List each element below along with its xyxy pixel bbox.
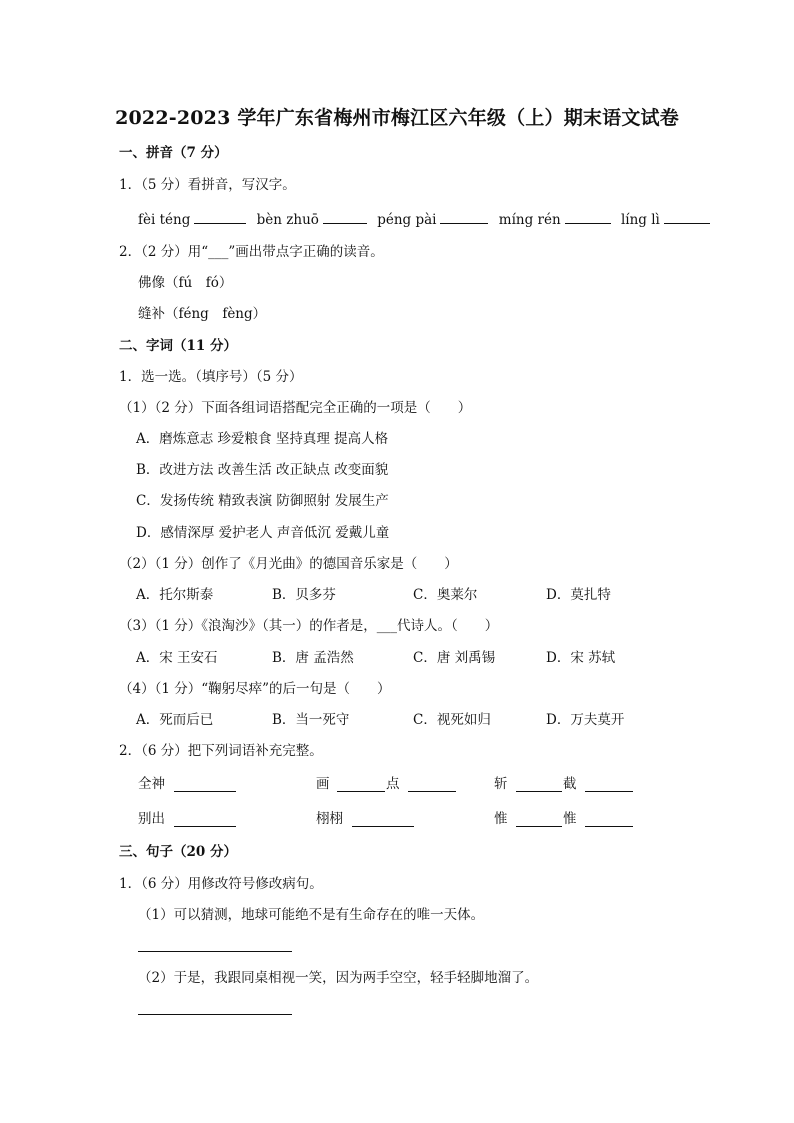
question-3-1: 1．（6 分）用修改符号修改病句。 [119,876,323,892]
option-a[interactable]: A．磨炼意志 珍爱粮食 坚持真理 提高人格 [136,431,389,447]
answer-blank[interactable] [174,778,236,792]
pinyin-item: líng lì [620,212,660,228]
pinyin-row [138,210,710,229]
option-b[interactable]: B．唐 孟浩然 [272,650,354,666]
option-b[interactable]: B．贝多芬 [272,587,336,603]
answer-blank[interactable] [585,813,633,827]
reading-choice: 佛像（fú fó） [138,275,233,291]
answer-blank[interactable] [516,778,562,792]
idiom-char: 惟 [563,811,577,827]
section-heading-words: 二、字词（11 分） [119,338,237,354]
idiom-prefix: 栩栩 [316,811,343,827]
answer-blank[interactable] [585,778,633,792]
section-heading-sentences: 三、句子（20 分） [119,844,237,860]
question-1-2: 2．（2 分）用“___”画出带点字正确的读音。 [119,244,384,260]
option-a[interactable]: A．宋 王安石 [136,650,218,666]
answer-line[interactable] [138,951,292,952]
pinyin-item: míng rén [498,212,561,228]
answer-blank[interactable] [337,778,385,792]
option-d[interactable]: D．莫扎特 [546,587,611,603]
reading-choice: 缝补（féng fèng） [138,306,267,322]
answer-blank[interactable] [565,210,611,224]
pinyin-item: fèi téng [138,212,191,228]
sub-question-4: （4）（1 分）“鞠躬尽瘁”的后一句是（ ） [119,681,391,697]
idiom-char: 画 [316,776,330,792]
option-a[interactable]: A．托尔斯泰 [136,587,214,603]
page-title: 2022-2023 学年广东省梅州市梅江区六年级（上）期末语文试卷 [115,107,679,129]
sentence-2: （2）于是，我跟同桌相视一笑，因为两手空空，轻手轻脚地溜了。 [138,970,539,986]
answer-blank[interactable] [516,813,562,827]
option-b[interactable]: B．改进方法 改善生活 改正缺点 改变面貌 [136,462,389,478]
idiom-char: 斩 [494,776,508,792]
option-d[interactable]: D．感情深厚 爱护老人 声音低沉 爱戴儿童 [136,525,390,541]
option-a[interactable]: A．死而后已 [136,712,214,728]
answer-blank[interactable] [194,210,246,224]
answer-blank[interactable] [440,210,488,224]
answer-blank[interactable] [664,210,710,224]
question-1-1: 1．（5 分）看拼音，写汉字。 [119,177,296,193]
option-d[interactable]: D．万夫莫开 [546,712,625,728]
section-heading-pinyin: 一、拼音（7 分） [119,145,228,161]
idiom-prefix: 别出 [138,811,165,827]
option-d[interactable]: D．宋 苏轼 [546,650,616,666]
answer-blank[interactable] [352,813,414,827]
option-b[interactable]: B．当一死守 [272,712,350,728]
answer-blank[interactable] [174,813,236,827]
option-c[interactable]: C．视死如归 [413,712,491,728]
sentence-1: （1）可以猜测，地球可能绝不是有生命存在的唯一天体。 [138,907,485,923]
answer-blank[interactable] [323,210,367,224]
pinyin-item: péng pài [377,212,437,228]
idiom-char: 点 [386,776,400,792]
answer-line[interactable] [138,1014,292,1015]
option-c[interactable]: C．唐 刘禹锡 [413,650,496,666]
idiom-char: 惟 [494,811,508,827]
pinyin-item: bèn zhuō [256,212,319,228]
sub-question-3: （3）（1 分）《浪淘沙》（其一）的作者是，___代诗人。（ ） [119,618,499,634]
question-2-1: 1．选一选。（填序号）（5 分） [119,369,303,385]
idiom-prefix: 全神 [138,776,165,792]
option-c[interactable]: C．奥莱尔 [413,587,478,603]
option-c[interactable]: C．发扬传统 精致表演 防御照射 发展生产 [136,493,389,509]
answer-blank[interactable] [408,778,456,792]
sub-question-2: （2）（1 分）创作了《月光曲》的德国音乐家是（ ） [119,556,458,572]
question-2-2: 2．（6 分）把下列词语补充完整。 [119,743,323,759]
idiom-char: 截 [563,776,577,792]
sub-question-1: （1）（2 分）下面各组词语搭配完全正确的一项是（ ） [119,400,472,416]
